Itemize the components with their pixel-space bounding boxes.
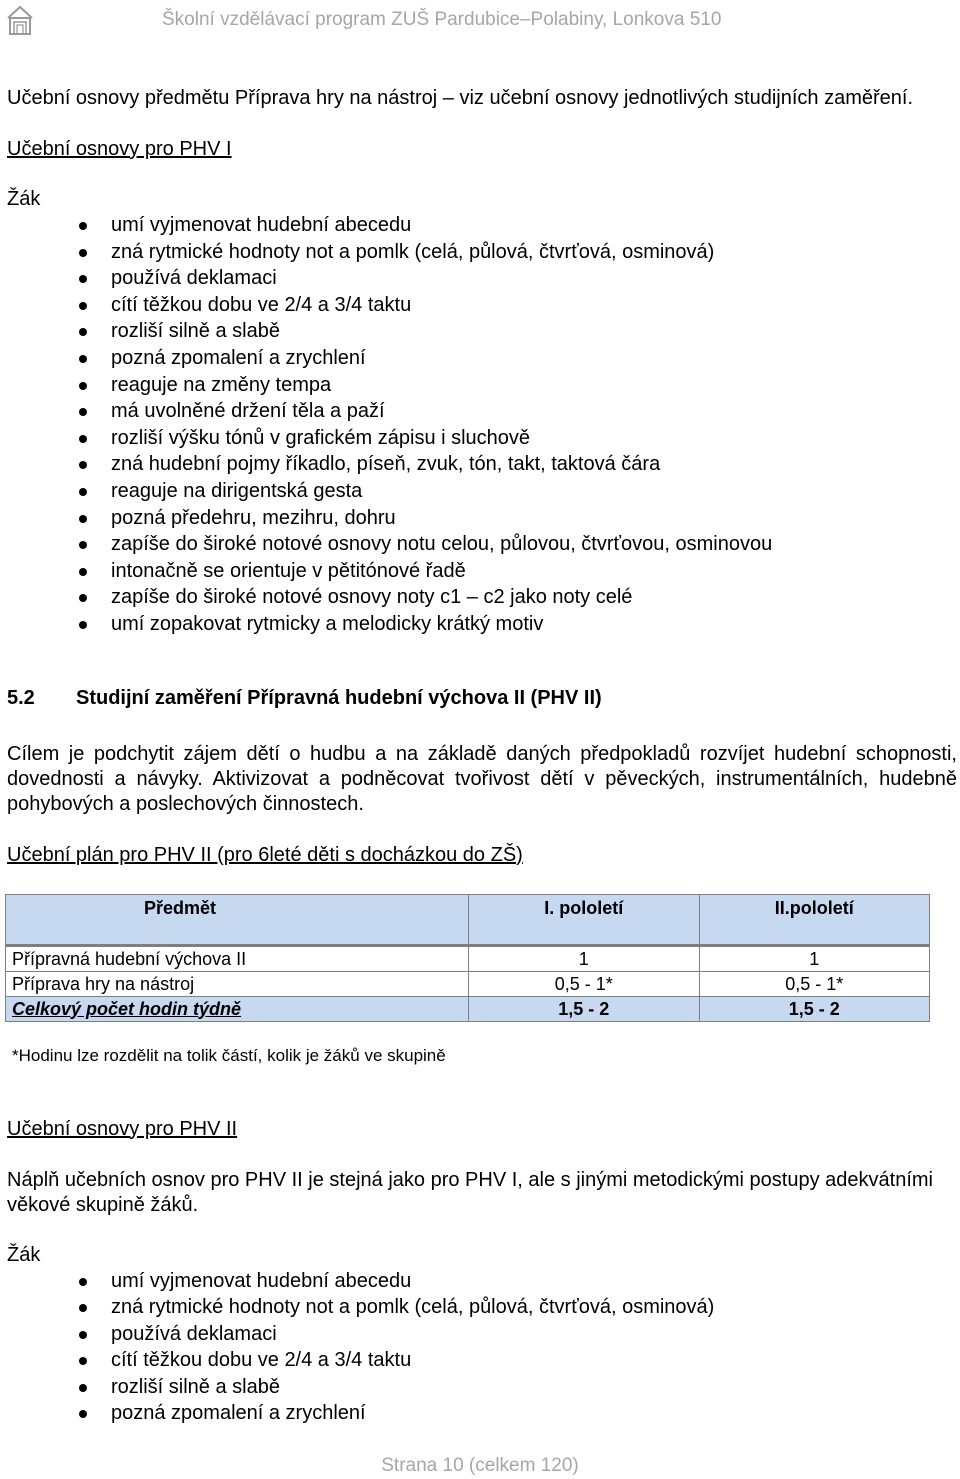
list-item [7, 398, 957, 425]
list-item [7, 1347, 957, 1374]
bullet-icon [79, 222, 87, 230]
list-item [7, 584, 957, 611]
bullet-icon [79, 568, 87, 576]
list-item [7, 1400, 957, 1427]
column-header-semester-2: II.pololetí [699, 894, 930, 945]
section-5-2-paragraph: Cílem je podchytit zájem dětí o hudbu a na základě daných předpokladů rozvíjet hudební schopnosti, dovednosti a návyky. Aktivizovat a podněcovat tvořivost dětí v pěveckých, instrumentálních, hudebně pohybových a poslechových činnostech. [7, 742, 957, 815]
list-item-text: používá deklamaci [111, 1322, 277, 1345]
bullet-icon [79, 1304, 87, 1312]
list-item-text: rozliší silně a slabě [111, 320, 280, 343]
list-item-text: reaguje na změny tempa [111, 373, 332, 396]
list-item-text: umí vyjmenovat hudební abecedu [111, 1269, 412, 1292]
bullet-icon [79, 328, 87, 336]
list-item [7, 292, 957, 319]
list-item-text: zná hudební pojmy říkadlo, píseň, zvuk, tón, takt, taktová čára [111, 453, 661, 476]
list-item [7, 239, 957, 266]
table-footnote: *Hodinu lze rozdělit na tolik částí, kolik je žáků ve skupině [12, 1045, 446, 1065]
bullet-icon [79, 1278, 87, 1286]
bullet-icon [79, 249, 87, 257]
phv2-outcomes-list [7, 1268, 957, 1428]
list-item [7, 531, 957, 558]
subject-cell: Přípravná hudební výchova II [6, 945, 469, 971]
list-item [7, 318, 957, 345]
list-item-text: cítí těžkou dobu ve 2/4 a 3/4 taktu [111, 1349, 412, 1372]
bullet-icon [79, 302, 87, 310]
list-item [7, 265, 957, 292]
table-header-row [6, 894, 930, 945]
bullet-icon [79, 515, 87, 523]
bullet-icon [79, 355, 87, 363]
list-item-text: pozná zpomalení a zrychlení [111, 1402, 366, 1425]
list-item-text: umí zopakovat rytmicky a melodicky krátký motiv [111, 612, 544, 635]
bullet-icon [79, 461, 87, 469]
list-item-text: rozliší silně a slabě [111, 1375, 280, 1398]
list-item [7, 1321, 957, 1348]
table-row [6, 945, 930, 971]
document-body [7, 86, 957, 1427]
list-item-text: pozná předehru, mezihru, dohru [111, 506, 396, 529]
plan-heading: Učební plán pro PHV II (pro 6leté děti s docházkou do ZŠ) [7, 843, 523, 866]
phv2-paragraph: Náplň učebních osnov pro PHV II je stejná jako pro PHV I, ale s jinými metodickými postupy adekvátními věkové skupině žáků. [7, 1168, 933, 1216]
section-title: Studijní zaměření Přípravná hudební výchova II (PHV II) [76, 686, 602, 709]
bullet-icon [79, 488, 87, 496]
list-item [7, 212, 957, 239]
section-number: 5.2 [7, 686, 35, 709]
bullet-icon [79, 621, 87, 629]
phv1-pupil-label: Žák [7, 188, 41, 210]
list-item [7, 558, 957, 585]
list-item [7, 425, 957, 452]
page-footer: Strana 10 (celkem 120) [381, 1455, 579, 1476]
phv2-pupil-label: Žák [7, 1243, 41, 1266]
school-logo-icon [6, 4, 34, 36]
bullet-icon [79, 382, 87, 390]
bullet-icon [79, 594, 87, 602]
bullet-icon [79, 1410, 87, 1418]
bullet-icon [79, 1331, 87, 1339]
list-item [7, 478, 957, 505]
list-item-text: pozná zpomalení a zrychlení [111, 346, 366, 369]
phv1-heading: Učební osnovy pro PHV I [7, 138, 232, 160]
bullet-icon [79, 1357, 87, 1365]
list-item-text: zná rytmické hodnoty not a pomlk (celá, půlová, čtvrťová, osminová) [111, 240, 715, 263]
table-row [6, 971, 930, 996]
list-item [7, 1374, 957, 1401]
bullet-icon [79, 541, 87, 549]
intro-paragraph: Učební osnovy předmětu Příprava hry na nástroj – viz učební osnovy jednotlivých studijních zaměření. [7, 87, 914, 109]
list-item-text: má uvolněné držení těla a paží [111, 400, 385, 423]
semester-1-cell: 0,5 - 1* [469, 971, 700, 996]
list-item-text: intonačně se orientuje v pětitónové řadě [111, 559, 466, 582]
phv1-outcomes-list [7, 212, 957, 638]
semester-2-cell: 1 [699, 945, 930, 971]
list-item-text: cítí těžkou dobu ve 2/4 a 3/4 taktu [111, 293, 412, 316]
semester-1-cell: 1 [469, 945, 700, 971]
bullet-icon [79, 275, 87, 283]
phv2-heading: Učební osnovy pro PHV II [7, 1117, 238, 1140]
list-item-text: zná rytmické hodnoty not a pomlk (celá, půlová, čtvrťová, osminová) [111, 1296, 715, 1319]
list-item [7, 505, 957, 532]
total-semester-1-cell: 1,5 - 2 [469, 996, 700, 1021]
subject-cell: Příprava hry na nástroj [6, 971, 469, 996]
list-item-text: reaguje na dirigentská gesta [111, 479, 363, 502]
table-total-row [6, 996, 930, 1021]
page-header [0, 0, 960, 44]
list-item-text: používá deklamaci [111, 267, 277, 290]
list-item [7, 345, 957, 372]
study-plan-table [5, 894, 930, 1022]
list-item [7, 372, 957, 399]
list-item-text: umí vyjmenovat hudební abecedu [111, 214, 412, 236]
list-item [7, 611, 957, 638]
list-item [7, 1268, 957, 1295]
bullet-icon [79, 408, 87, 416]
total-semester-2-cell: 1,5 - 2 [699, 996, 930, 1021]
column-header-subject: Předmět [6, 894, 469, 945]
semester-2-cell: 0,5 - 1* [699, 971, 930, 996]
total-label-cell: Celkový počet hodin týdně [6, 996, 469, 1021]
section-5-2-heading [7, 686, 957, 711]
list-item-text: zapíše do široké notové osnovy notu celou, půlovou, čtvrťovou, osminovou [111, 533, 773, 556]
bullet-icon [79, 1384, 87, 1392]
column-header-semester-1: I. pololetí [469, 894, 700, 945]
header-title: Školní vzdělávací program ZUŠ Pardubice–Polabiny, Lonkova 510 [162, 9, 722, 30]
list-item [7, 451, 957, 478]
list-item-text: rozliší výšku tónů v grafickém zápisu i sluchově [111, 426, 531, 449]
bullet-icon [79, 435, 87, 443]
list-item-text: zapíše do široké notové osnovy noty c1 – c2 jako noty celé [111, 586, 633, 609]
list-item [7, 1294, 957, 1321]
